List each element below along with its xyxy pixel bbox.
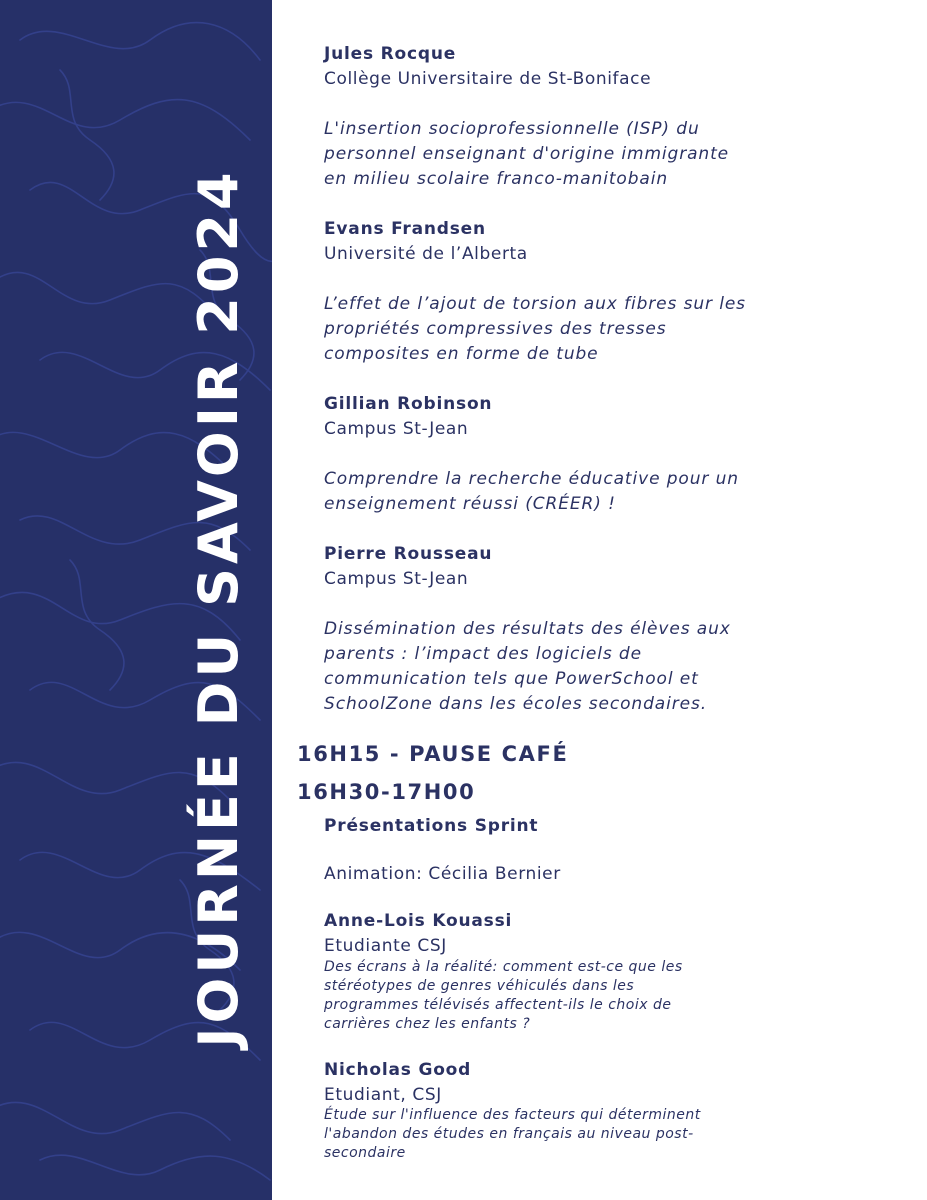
presenter-affiliation: Campus St-Jean	[324, 569, 469, 589]
presenter-affiliation: Campus St-Jean	[324, 419, 469, 439]
presentation-title: Dissémination des résultats des élèves aux parents : l’impact des logiciels de communication tels que PowerSchool et SchoolZone dans les écoles secondaires.	[324, 619, 731, 714]
presenter-name: Pierre Rousseau	[324, 544, 493, 564]
presentation-title: Des écrans à la réalité: comment est-ce que les stéréotypes de genres véhiculés dans les programmes télévisés affectent-ils le choix de carrières chez les enfants ?	[324, 959, 683, 1032]
presenter-affiliation: Collège Universitaire de St-Boniface	[324, 69, 652, 89]
presentation-title: Comprendre la recherche éducative pour un enseignement réussi (CRÉER) !	[324, 469, 739, 514]
presentation-title: L’effet de l’ajout de torsion aux fibres sur les propriétés compressives des tresses composites en forme de tube	[324, 294, 746, 364]
coffee-break-heading: 16H15 - PAUSE CAFÉ	[297, 742, 569, 766]
session-title: Présentations Sprint	[324, 816, 539, 836]
presenter-name: Nicholas Good	[324, 1060, 472, 1080]
presenter-name: Gillian Robinson	[324, 394, 493, 414]
presenter-name: Evans Frandsen	[324, 219, 486, 239]
sidebar-vertical-title: JOURNÉE DU SAVOIR 2024	[187, 168, 250, 1048]
presentation-title: L'insertion socioprofessionnelle (ISP) du personnel enseignant d'origine immigrante en milieu scolaire franco-manitobain	[324, 119, 730, 189]
presenter-name: Anne-Lois Kouassi	[324, 911, 513, 931]
presenter-affiliation: Etudiant, CSJ	[324, 1085, 442, 1105]
session-time-heading: 16H30-17H00	[297, 780, 476, 804]
session-animation: Animation: Cécilia Bernier	[324, 864, 561, 884]
presenter-affiliation: Université de l’Alberta	[324, 244, 528, 264]
presentation-title: Étude sur l'influence des facteurs qui déterminent l'abandon des études en français au niveau post- secondaire	[324, 1107, 701, 1161]
presenter-name: Jules Rocque	[324, 44, 457, 64]
presenter-affiliation: Etudiante CSJ	[324, 936, 447, 956]
